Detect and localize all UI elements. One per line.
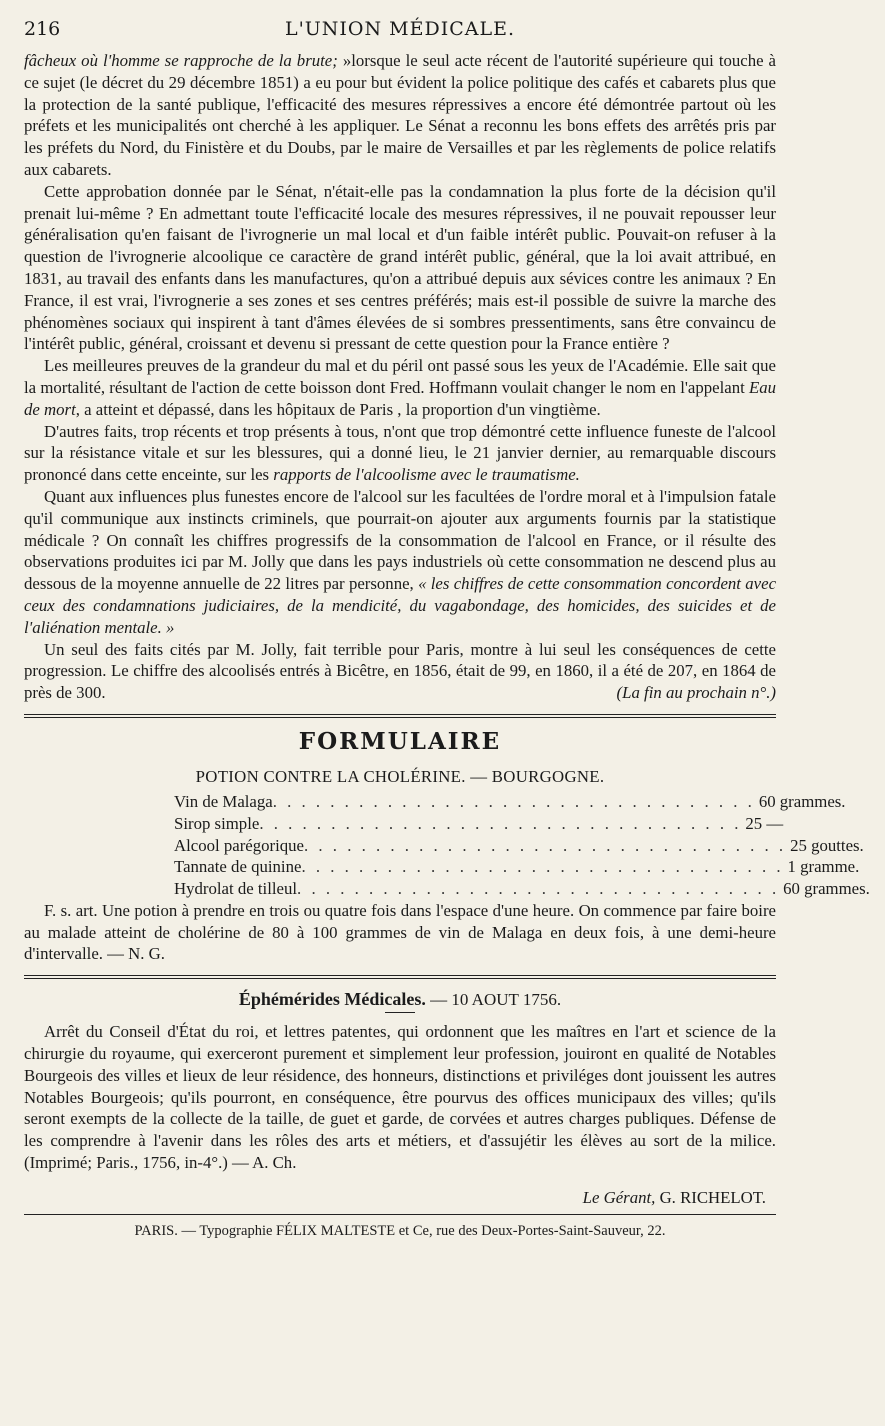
ingredient-row: Tannate de quinine . . . . . . . . . . . . . . . . . . . . . . . . . . . . . . . . . . 1 gramme.: [174, 857, 860, 877]
paragraph-2: Cette approbation donnée par le Sénat, n'était-elle pas la condamnation la plus forte de la décision qu'il prenait lui-même ? En admettant toute l'efficacité locale des mesures répressives, il ne pouvait repousser leur généralisation qu'en faisant de l'ivrognerie un mal local et d'un faible intérêt public. Pouvait-on refuser à la question de l'ivrognerie alcoolique ce caractère de grand intérêt public, général, que la loi avait attribué, en 1831, au travail des enfants dans les manufactures, qu'on a attribué depuis aux sévices contre les animaux ? En France, il est vrai, l'ivrognerie a ses zones et ses centres préférés; mais est-il possible de suivre la marche des phénomènes sociaux qui inspirent à tant d'âmes élevées de si sombres pressentiments, sans être convaincu de l'intérêt public, général, croissant et devenu si pressant de cette question pour la France entière ?: [24, 181, 776, 354]
page-header: [24, 18, 776, 48]
page-number: 216: [24, 18, 61, 40]
ingredient-row: Alcool parégorique . . . . . . . . . . . . . . . . . . . . . . . . . . . . . . . . . . 25 gouttes.: [174, 835, 864, 855]
signature: Le Gérant, G. RICHELOT.: [582, 1187, 766, 1207]
continued-note: (La fin au prochain n°.): [616, 683, 776, 703]
formulaire-title: FORMULAIRE: [298, 727, 502, 755]
paragraph-1-italic: fâcheux où l'homme se rapproche de la brute;: [24, 51, 338, 70]
eau-de-mort: Eau de mort: [24, 377, 776, 419]
ephemerides-date: — 10 AOUT 1756.: [430, 990, 562, 1010]
short-divider: [385, 1012, 415, 1013]
footer-rule: [24, 1214, 776, 1215]
ingredient-row: Vin de Malaga . . . . . . . . . . . . . . . . . . . . . . . . . . . . . . . . . . 60 grammes.: [174, 791, 846, 811]
journal-page: [24, 0, 870, 1240]
ingredient-row: Hydrolat de tilleul . . . . . . . . . . . . . . . . . . . . . . . . . . . . . . . . . . 60 grammes.: [174, 879, 870, 899]
ingredient-row: Sirop simple . . . . . . . . . . . . . . . . . . . . . . . . . . . . . . . . . . 25 —: [174, 813, 784, 833]
paragraph-5: Quant aux influences plus funestes encore de l'alcool sur les facultées de l'ordre moral et à l'impulsion fatale qu'il communique aux instincts criminels, que pourrait-on ajouter aux arguments fournis par la statistique médicale ? On connaît les chiffres progressifs de la consommation de l'alcool en France, or il résulte des observations produites ici par M. Jolly que dans les pays industriels où cette consommation ne descend plus au dessous de la moyenne annuelle de 22 litres par personne, « les chiffres de cette consommation concordent avec ceux des condamnations judiciaires, de la mendicité, du vagabondage, des homicides, des suicides et de l'aliénation mentale. »: [24, 486, 777, 637]
paragraph-1: [24, 50, 776, 181]
paragraph-4: D'autres faits, trop récents et trop présents à tous, n'ont que trop démontré cette influence funeste de l'alcool sur la résistance vitale et sur les blessures, qui a donné lieu, le 21 janvier dernier, au remarquable discours prononcé dans cette enceinte, sur les rapports de l'alcoolisme avec le traumatisme.: [24, 421, 776, 485]
alcoolisme-reference: rapports de l'alcoolisme avec le traumatisme.: [273, 465, 580, 485]
running-title: L'UNION MÉDICALE.: [284, 18, 516, 40]
signature-name: G. RICHELOT.: [659, 1187, 766, 1207]
recipe-title: POTION CONTRE LA CHOLÉRINE. — BOURGOGNE.: [195, 766, 605, 786]
printer-footer: PARIS. — Typographie FÉLIX MALTESTE et Ce, rue des Deux-Portes-Saint-Sauveur, 22.: [134, 1222, 666, 1239]
ephemerides-text: Arrêt du Conseil d'État du roi, et lettres patentes, qui ordonnent que les maîtres en l'art et science de la chirurgie du royaume, qui exerceront purement et simplement leur profession, jouiront en qualité de Notables Bourgeois des villes et lieux de leur résidence, des honneurs, distinctions et priviléges dont jouissent les autres Notables Bourgeois; qu'ils pourront, en conséquence, être pourvus des offices municipaux des villes; qu'ils seront exempts de la collecte de la taille, de guet et garde, de corvées et autres charges publiques. Défense de les comprendre à l'avenir dans les rôles des arts et métiers, et d'assujétir les élèves au sort de la milice. (Imprimé; Paris., 1756, in-4°.) — A. Ch.: [24, 1022, 776, 1173]
paragraph-1-text: »lorsque le seul acte récent de l'autorité supérieure qui touche à ce sujet (le décret du 29 décembre 1851) a eu pour but évident la police politique des cafés et cabarets plus que la protection de la santé publique, l'efficacité des mesures répressives a encore été démontrée partout où les préfets et les municipalités ont cherché à les appliquer. Le Sénat a reconnu les bons effets des arrêtés pris par les préfets du Nord, du Finistère et du Doubs, par le maire de Versailles et par les règlements de police relatifs aux cabarets.: [24, 51, 776, 179]
ingredient-list: [174, 791, 870, 900]
recipe-instructions: F. s. art. Une potion à prendre en trois ou quatre fois dans l'espace d'une heure. On commence par faire boire au malade atteint de cholérine de 80 à 100 grammes de vin de Malaga en deux fois, à une demi-heure d'intervalle. — N. G.: [24, 900, 776, 964]
paragraph-3: Les meilleures preuves de la grandeur du mal et du péril ont passé sous les yeux de l'Académie. Elle sait que la mortalité, résultant de l'action de cette boisson dont Fred. Hoffmann voulait changer le nom en l'appelant Eau de mort, a atteint et dépassé, dans les hôpitaux de Paris , la proportion d'un vingtième.: [24, 356, 776, 419]
jolly-quote: « les chiffres de cette consommation concordent avec ceux des condamnations judiciaires, de la mendicité, du vagabondage, des homicides, des suicides et de l'aliénation mentale. »: [24, 574, 777, 637]
ephemerides-title: Éphémérides Médicales. — 10 AOUT 1756.: [238, 989, 562, 1010]
paragraph-6: Un seul des faits cités par M. Jolly, fait terrible pour Paris, montre à lui seul les conséquences de cette progression. Le chiffre des alcoolisés entrés à Bicêtre, en 1856, était de 99, en 1860, il a été de 207, en 1864 de près de 300. (La fin au prochain n°.): [24, 639, 776, 703]
section-divider: [24, 714, 776, 718]
section-divider: [24, 975, 776, 979]
